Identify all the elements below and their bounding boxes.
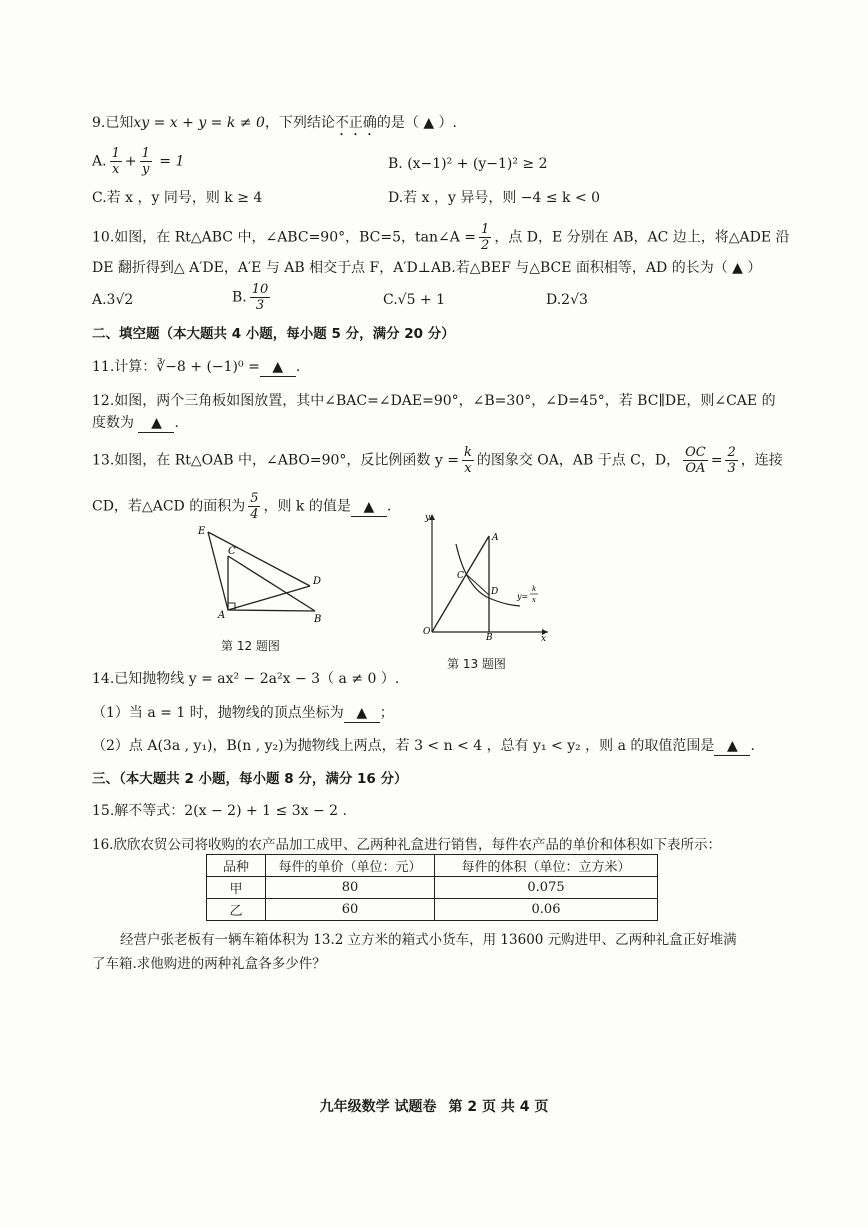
q9-option-d: D.若 x ，y 异号，则 −4 ≤ k < 0 (388, 190, 601, 206)
fig13-label-d: D (491, 587, 499, 597)
q12-line1: 12.如图，两个三角板如图放置，其中∠BAC=∠DAE=90°，∠B=30°，∠D=45°，若 BC∥DE，则∠CAE 的 (92, 393, 776, 409)
q11-answer-blank: ▲ (260, 358, 296, 377)
q13-answer-blank: ▲ (351, 498, 387, 517)
fig13-curve-x: x (532, 596, 536, 604)
fig12-label-c: C (228, 546, 236, 557)
table-header: 每件的体积（单位：立方米） (435, 855, 658, 877)
fig13-label-o: O (423, 627, 431, 637)
q10-line1: 10.如图，在 Rt△ABC 中，∠ABC=90°，BC=5，tan∠A = $\frac{1}{2}$ ，点 D，E 分别在 AB，AC 边上，将△ADE 沿 (92, 222, 790, 253)
fig13-label-b: B (486, 633, 493, 643)
table-row (207, 899, 658, 921)
fig12-label-a: A (218, 610, 226, 621)
q13-line1: 13.如图，在 Rt△OAB 中，∠ABO=90°，反比例函数 y = $\frac{k}{x}$ 的图象交 OA，AB 于点 C，D， $\frac{OC}{OA}$ = $\frac{2}{3}$ ，连接 (92, 445, 783, 476)
q16-paragraph-1: 经营户张老板有一辆车箱体积为 13.2 立方米的箱式小货车，用 13600 元购进甲、乙两种礼盒正好堆满 (120, 932, 737, 948)
fig13-label-y: y (425, 513, 431, 523)
fig12-label-b: B (314, 614, 322, 625)
table-cell: 80 (266, 877, 435, 899)
table-cell: 0.075 (435, 877, 658, 899)
q14-part2: （2）点 A(3a , y₁)，B(n , y₂)为抛物线上两点，若 3 < n < 4 ，总有 y₁ < y₂ ，则 a 的取值范围是 ▲ . (92, 738, 755, 754)
fig13-curve-label: y= (517, 592, 529, 601)
figure-12-triangles (190, 520, 340, 625)
q14-part1: （1）当 a = 1 时，抛物线的顶点坐标为 ▲ ； (92, 705, 394, 721)
q9-stem: 9.已知xy = x + y = k ≠ 0，下列结论不正确的是（ ▲ ）. (92, 115, 458, 131)
q16-stem: 16.欣欣农贸公司将收购的农产品加工成甲、乙两种礼盒进行销售，每件农产品的单价和体积如下表所示： (92, 837, 721, 853)
q16-price-table (206, 854, 658, 921)
q14-stem: 14.已知抛物线 y = ax² − 2a²x − 3（ a ≠ 0 ）. (92, 671, 400, 687)
q15: 15.解不等式：2(x − 2) + 1 ≤ 3x − 2 . (92, 803, 347, 819)
fig13-label-x: x (541, 634, 547, 644)
figure-13-caption: 第 13 题图 (447, 657, 506, 671)
fig13-label-a: A (492, 533, 499, 543)
table-cell: 甲 (207, 877, 266, 899)
q10-option-d: D.2√3 (546, 292, 588, 308)
q9-option-a: A. $\frac{1}{x}$ + $\frac{1}{y}$ = 1 (92, 146, 185, 177)
table-cell: 60 (266, 899, 435, 921)
figure-13-graph (420, 508, 555, 648)
q12-answer-blank: ▲ (138, 414, 174, 433)
fig13-label-c: C (457, 571, 464, 581)
table-header: 品种 (207, 855, 266, 877)
table-cell: 乙 (207, 899, 266, 921)
page-footer: 九年级数学 试题卷 第 2 页 共 4 页 (319, 1099, 549, 1115)
fig12-label-d: D (313, 576, 322, 587)
section-2-heading: 二、填空题（本大题共 4 小题，每小题 5 分，满分 20 分） (92, 326, 455, 342)
figure-12-caption: 第 12 题图 (221, 639, 280, 653)
q12-line2: 度数为 ▲ . (92, 415, 179, 431)
table-header: 每件的单价（单位：元） (266, 855, 435, 877)
q10-option-a: A.3√2 (92, 292, 134, 308)
q10-option-b: B. $\frac{10}{3}$ (232, 282, 269, 313)
q11: 11.计算：∛−8 + (−1)⁰ = ▲ . (92, 359, 301, 375)
fig13-curve-k: k (532, 585, 537, 593)
table-header-row (207, 855, 658, 877)
q10-line2: DE 翻折得到△ A′DE，A′E 与 AB 相交于点 F，A′D⊥AB.若△BEF 与△BCE 面积相等，AD 的长为（ ▲ ） (92, 260, 762, 276)
q14-part1-blank: ▲ (344, 704, 380, 723)
q13-line2: CD，若△ACD 的面积为 $\frac{5}{4}$ ，则 k 的值是 ▲ . (92, 491, 392, 522)
table-row (207, 877, 658, 899)
fig12-label-e: E (198, 526, 206, 537)
q14-part2-blank: ▲ (714, 737, 750, 756)
q10-option-c: C.√5 + 1 (383, 292, 446, 308)
section-3-heading: 三、（本大题共 2 小题，每小题 8 分，满分 16 分） (92, 771, 408, 787)
q9-option-b: B. (x−1)² + (y−1)² ≥ 2 (388, 156, 548, 172)
q9-option-c: C.若 x ，y 同号，则 k ≥ 4 (92, 190, 263, 206)
q16-paragraph-2: 了车箱.求他购进的两种礼盒各多少件？ (92, 956, 326, 972)
table-cell: 0.06 (435, 899, 658, 921)
